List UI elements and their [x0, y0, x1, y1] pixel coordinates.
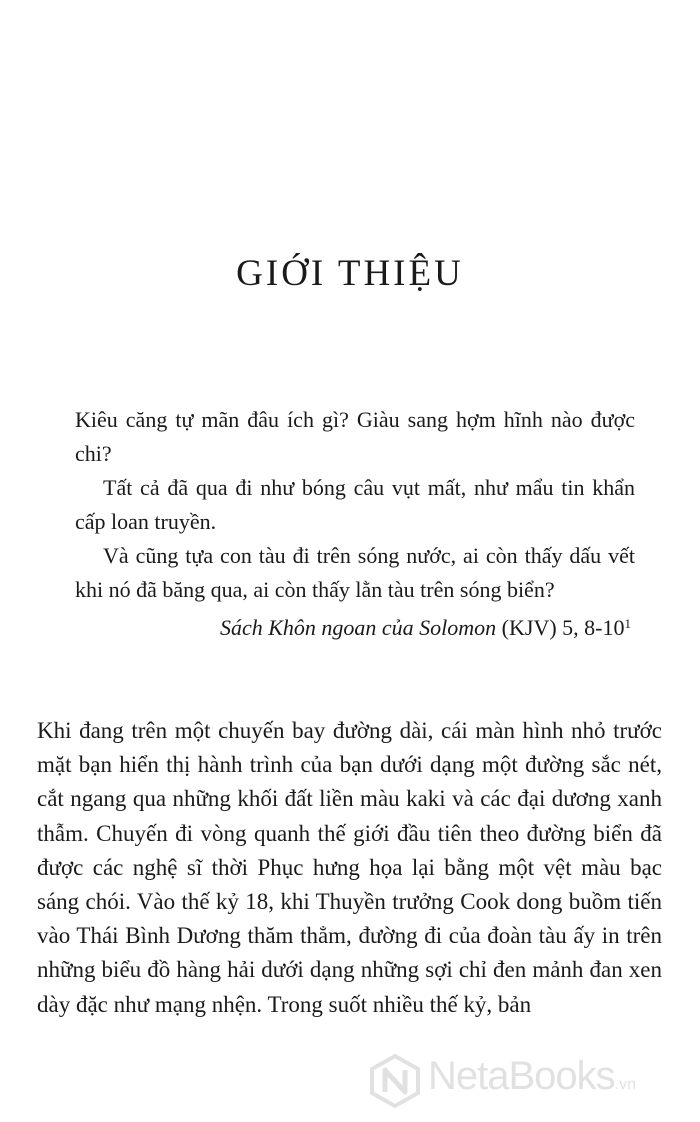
citation-book-title: Sách Khôn ngoan của Solomon	[219, 615, 497, 640]
epigraph	[75, 403, 635, 645]
netabooks-logo-icon	[368, 1054, 422, 1108]
epigraph-paragraph-2: Tất cả đã qua đi như bóng câu vụt mất, như mẩu tin khẩn cấp loan truyền.	[75, 475, 635, 534]
watermark-brand: NetaBooks.vn	[428, 1054, 637, 1098]
epigraph-citation	[75, 607, 635, 645]
netabooks-watermark	[368, 1050, 688, 1110]
epigraph-paragraph-1: Kiêu căng tự mãn đâu ích gì? Giàu sang hợm hĩnh nào được chi?	[75, 407, 635, 466]
chapter-title: GIỚI THIỆU	[236, 253, 464, 294]
footnote-marker[interactable]: 1	[624, 616, 631, 631]
epigraph-paragraph-3: Và cũng tựa con tàu đi trên sóng nước, ai còn thấy dấu vết khi nó đã băng qua, ai còn thấy lằn tàu trên sóng biển?	[75, 543, 635, 602]
body-paragraph: Khi đang trên một chuyến bay đường dài, cái màn hình nhỏ trước mặt bạn hiển thị hành trình của bạn dưới dạng một đường sắc nét, cắt ngang qua những khối đất liền màu kaki và các đại dương xanh thẫm. Chuyến đi vòng quanh thế giới đầu tiên theo đường biển đã được các nghệ sĩ thời Phục hưng họa lại bằng một vệt màu bạc sáng chói. Vào thế kỷ 18, khi Thuyền trưởng Cook dong buồm tiến vào Thái Bình Dương thăm thẳm, đường đi của đoàn tàu ấy in trên những biểu đồ hàng hải dưới dạng những sợi chỉ đen mảnh đan xen dày đặc như mạng nhện. Trong suốt nhiều thế kỷ, bản	[37, 718, 662, 1017]
citation-reference: (KJV) 5, 8-10	[496, 615, 625, 640]
